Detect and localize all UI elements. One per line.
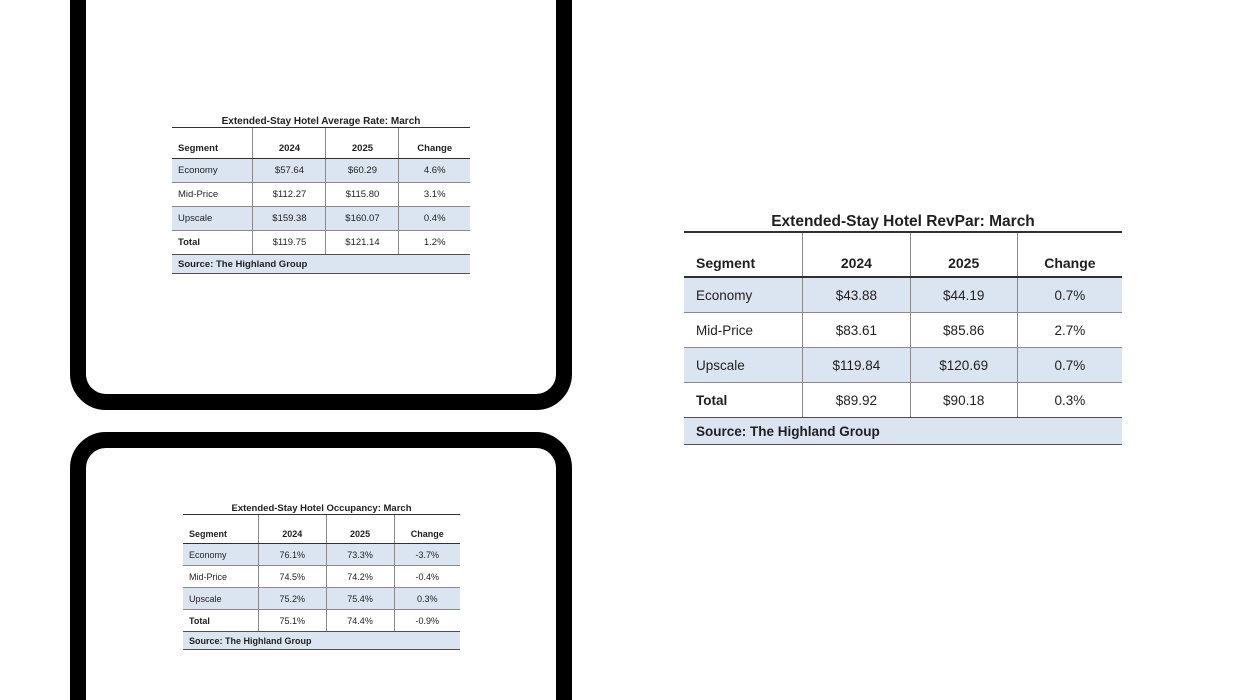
cell-segment: Mid-Price [178,189,219,200]
cell-segment: Total [696,392,728,408]
table-row-total [172,231,470,255]
table-source-row [183,632,460,650]
table-header-row [183,515,460,544]
cell-segment: Economy [189,549,227,560]
column-header-2024: 2024 [258,515,326,543]
table-header-row [172,128,470,159]
cell-2024: $83.61 [802,313,909,347]
cell-2024: 76.1% [258,544,326,565]
cell-change: 3.1% [398,183,470,206]
cell-segment: Economy [178,165,218,176]
cell-2025: $115.80 [325,183,398,206]
table-title: Extended-Stay Hotel Average Rate: March [172,112,470,128]
cell-2024: $119.75 [252,231,325,254]
cell-2024: 75.1% [258,610,326,631]
cell-change: 1.2% [398,231,470,254]
cell-segment: Upscale [178,213,213,224]
cell-2024: $159.38 [252,207,325,230]
cell-2024: $89.92 [802,383,909,417]
table-row-mid-price [183,566,460,588]
table-row-total [684,383,1122,418]
cell-2024: $57.64 [252,159,325,182]
cell-segment: Total [178,237,200,248]
cell-2024: 74.5% [258,566,326,587]
cell-2025: $120.69 [910,348,1017,382]
table-row-economy [684,278,1122,313]
column-header-2025: 2025 [325,128,398,158]
cell-change: 4.6% [398,159,470,182]
cell-change: 0.4% [398,207,470,230]
column-header-segment: Segment [178,143,219,154]
table-title: Extended-Stay Hotel RevPar: March [684,206,1122,233]
cell-change: 0.7% [1017,278,1122,312]
table-average-rate [172,112,470,274]
source-label: Source: The Highland Group [178,258,308,270]
cell-2025: $121.14 [325,231,398,254]
cell-segment: Mid-Price [696,322,754,338]
cell-2025: $160.07 [325,207,398,230]
source-label: Source: The Highland Group [696,423,880,439]
column-header-segment: Segment [696,255,756,271]
cell-2025: $60.29 [325,159,398,182]
cell-change: -3.7% [394,544,460,565]
cell-2025: 74.2% [326,566,394,587]
cell-change: 0.3% [1017,383,1122,417]
cell-segment: Economy [696,287,753,303]
table-row-upscale [172,207,470,231]
source-label: Source: The Highland Group [189,635,312,646]
cell-segment: Total [189,615,210,626]
cell-2024: $43.88 [802,278,909,312]
cell-2025: 74.4% [326,610,394,631]
table-row-upscale [183,588,460,610]
cell-2024: $119.84 [802,348,909,382]
column-header-2025: 2025 [910,233,1017,276]
table-row-total [183,610,460,632]
cell-segment: Mid-Price [189,571,228,582]
cell-segment: Upscale [189,593,222,604]
column-header-2025: 2025 [326,515,394,543]
cell-change: 0.7% [1017,348,1122,382]
cell-change: 0.3% [394,588,460,609]
table-source-row [684,418,1122,445]
cell-change: 2.7% [1017,313,1122,347]
column-header-change: Change [398,128,470,158]
table-row-economy [183,544,460,566]
table-header-row [684,233,1122,278]
cell-2025: $85.86 [910,313,1017,347]
cell-2025: $90.18 [910,383,1017,417]
cell-2025: 73.3% [326,544,394,565]
table-title: Extended-Stay Hotel Occupancy: March [183,499,460,515]
table-row-mid-price [172,183,470,207]
cell-segment: Upscale [696,357,745,373]
table-row-economy [172,159,470,183]
table-row-mid-price [684,313,1122,348]
column-header-segment: Segment [189,529,228,539]
column-header-2024: 2024 [802,233,909,276]
cell-2024: 75.2% [258,588,326,609]
column-header-change: Change [394,515,460,543]
column-header-change: Change [1017,233,1122,276]
table-source-row [172,255,470,274]
cell-2024: $112.27 [252,183,325,206]
table-occupancy [183,499,460,650]
table-revpar [684,206,1122,445]
column-header-2024: 2024 [252,128,325,158]
cell-2025: $44.19 [910,278,1017,312]
cell-2025: 75.4% [326,588,394,609]
table-row-upscale [684,348,1122,383]
cell-change: -0.9% [394,610,460,631]
cell-change: -0.4% [394,566,460,587]
